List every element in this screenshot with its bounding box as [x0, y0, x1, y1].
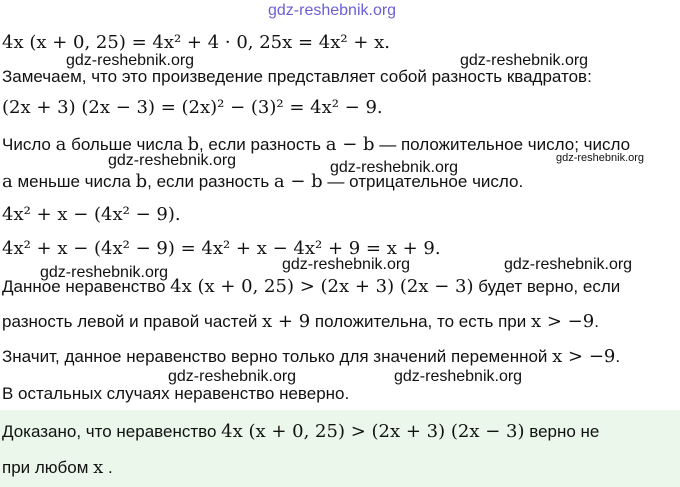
text-line-4: Число a больше числа b, если разность a − b — положительное число; число: [2, 134, 631, 155]
watermark-top: gdz-reshebnik.org: [268, 2, 397, 19]
equation-line-6: 4x² + x − (4x² − 9).: [2, 204, 181, 225]
watermark-10: gdz-reshebnik.org: [394, 368, 523, 385]
watermark-9: gdz-reshebnik.org: [168, 368, 297, 385]
equation-line-7: 4x² + x − (4x² − 9) = 4x² + x − 4x² + 9 = x + 9.: [2, 238, 441, 259]
text-line-5: a меньше числа b, если разность a − b — отрицательное число.: [2, 171, 524, 192]
conclusion-line-1: Доказано, что неравенство 4x (x + 0, 25) > (2x + 3) (2x − 3) верно не: [2, 421, 600, 442]
watermark-6: gdz-reshebnik.org: [282, 256, 411, 273]
watermark-8: gdz-reshebnik.org: [40, 264, 169, 281]
text-line-11: В остальных случаях неравенство неверно.: [2, 384, 350, 403]
watermark-1: gdz-reshebnik.org: [66, 52, 195, 69]
watermark-7: gdz-reshebnik.org: [504, 256, 633, 273]
watermark-3: gdz-reshebnik.org: [108, 152, 237, 169]
text-line-9: разность левой и правой частей x + 9 положительна, то есть при x > −9.: [2, 311, 599, 332]
equation-line-1: 4x (x + 0, 25) = 4x² + 4 · 0, 25x = 4x² + x.: [2, 32, 391, 53]
conclusion-line-2: при любом x .: [2, 457, 113, 478]
watermark-2: gdz-reshebnik.org: [460, 52, 589, 69]
text-line-10: Значит, данное неравенство верно только для значений переменной x > −9.: [2, 346, 621, 367]
watermark-4: gdz-reshebnik.org: [330, 159, 459, 176]
text-line-2: Замечаем, что это произведение представляет собой разность квадратов:: [2, 67, 592, 86]
text-line-8: Данное неравенство 4x (x + 0, 25) > (2x + 3) (2x − 3) будет верно, если: [2, 276, 621, 297]
watermark-5: gdz-reshebnik.org: [556, 152, 645, 164]
equation-line-3: (2x + 3) (2x − 3) = (2x)² − (3)² = 4x² − 9.: [2, 97, 383, 118]
